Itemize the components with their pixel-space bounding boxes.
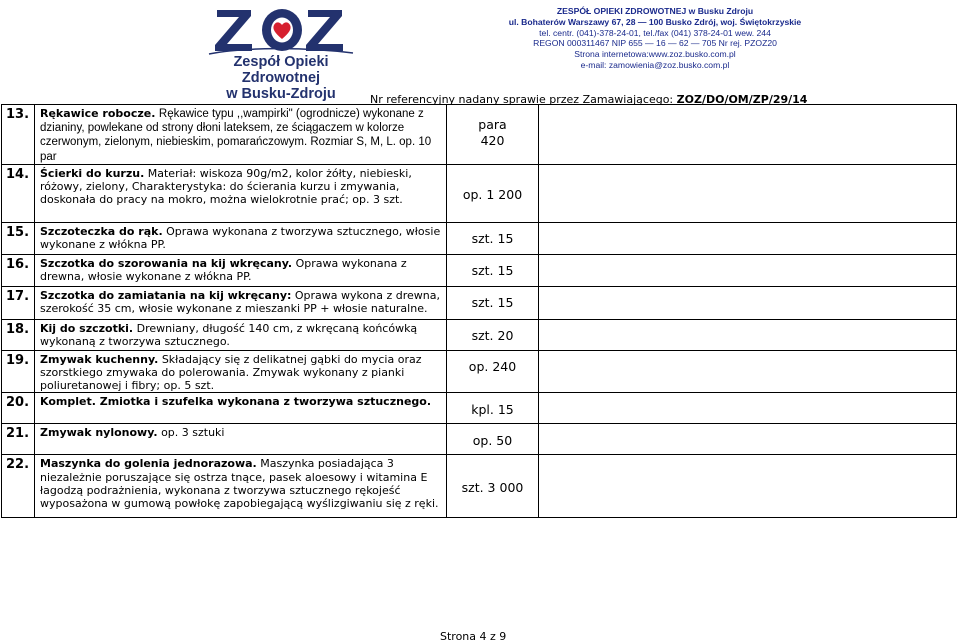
org-name: ZESPÓŁ OPIEKI ZDROWOTNEJ w Busku Zdroju [556, 6, 754, 16]
qty-unit: para [478, 117, 507, 132]
table-row [2, 393, 957, 424]
page-number: Strona 4 z 9 [440, 630, 507, 643]
row-quantity [447, 222, 539, 254]
item-desc: Materiał: wiskoza 90g/m2, kolor żółty, niebieski, różowy, zielony, Charakterystyka: do ścierania kurzu i zmywania, doskonała do pracy na mokro, można wielokrotnie prać; op. 3 szt. [40, 166, 412, 207]
row-number: 14. [2, 164, 35, 222]
qty-value: szt. 15 [471, 294, 514, 310]
table-row [2, 254, 957, 286]
table-row [2, 350, 957, 393]
row-description [35, 105, 447, 165]
qty-value: op. 1 200 [462, 186, 523, 202]
header-info [405, 6, 905, 71]
items-table [1, 104, 957, 518]
row-description [35, 319, 447, 350]
row-number: 13. [2, 105, 35, 165]
logo-name-line1: Zespół Opieki Zdrowotnej [233, 54, 329, 86]
item-name: Rękawice robocze. [40, 107, 156, 120]
item-name: Maszynka do golenia jednorazowa. [40, 457, 257, 471]
item-desc: Składający się z delikatnej gąbki do mycia oraz szorstkiego zmywaka do polerowania. Zmywak wykonany z pianki poliuretanowej i fibry; op. 5 szt. [40, 352, 422, 393]
item-name: Szczoteczka do rąk. [40, 224, 163, 238]
item-name: Zmywak nylonowy. [40, 426, 158, 440]
row-number: 19. [2, 350, 35, 393]
row-quantity [447, 254, 539, 286]
empty-cell [539, 286, 957, 319]
row-number: 17. [2, 286, 35, 319]
item-name: Kij do szczotki. [40, 321, 134, 335]
row-quantity [447, 455, 539, 518]
org-website[interactable]: Strona internetowa:www.zoz.busko.com.pl [574, 49, 736, 60]
row-number: 16. [2, 254, 35, 286]
item-desc: Maszynka posiadająca 3 niezależnie poruszające się ostrza tnące, pasek aloesowy i witamina E łagodzą podrażnienia, wykonana z tworzywa sztucznego rękojeść wyposażona w gumową powłokę zapobiegającą wyślizgiwaniu się z ręki. [40, 457, 439, 511]
item-name: Szczotka do szorowania na kij wkręcany. [40, 256, 293, 270]
table-row [2, 455, 957, 518]
row-number: 18. [2, 319, 35, 350]
qty-value: op. 50 [472, 433, 513, 449]
table-row [2, 222, 957, 254]
logo-name-line2: w Busku-Zdroju [226, 86, 336, 102]
table-row [2, 286, 957, 319]
logo-name [205, 54, 357, 102]
qty-value: szt. 3 000 [461, 480, 524, 496]
item-name: Szczotka do zamiatania na kij wkręcany: [40, 288, 292, 302]
item-name: Ścierki do kurzu. [40, 166, 145, 180]
row-quantity [447, 286, 539, 319]
item-desc: Oprawa wykona z drewna, szerokość 35 cm, włosie wykonane z mieszanki PP + włosie naturalne. [40, 288, 440, 316]
row-number: 22. [2, 455, 35, 518]
qty-value: szt. 20 [471, 327, 514, 343]
row-description [35, 393, 447, 424]
item-desc: Rękawice typu ,,wampirki" (ogrodnicze) wykonane z dzianiny, powlekane od strony dłoni lateksem, ze ściągaczem w kolorze czerwonym, zielonym, niebieskim, pomarańczowym. Rozmiar S, M, L. op. 10 par [40, 108, 432, 163]
empty-cell [539, 164, 957, 222]
zoz-logo [205, 4, 357, 102]
org-email[interactable]: e-mail: zamowienia@zoz.busko.com.pl [580, 59, 730, 70]
table-row [2, 105, 957, 165]
row-quantity [447, 393, 539, 424]
row-number: 20. [2, 393, 35, 424]
qty-value: 420 [480, 133, 505, 148]
org-address: ul. Bohaterów Warszawy 67, 28 — 100 Busko Zdrój, woj. Świętokrzyskie [508, 16, 802, 27]
reference-prefix: Nr referencyjny nadany sprawie przez Zamawiającego: [370, 93, 674, 106]
empty-cell [539, 254, 957, 286]
zoz-logo-mark [205, 4, 357, 56]
row-description [35, 254, 447, 286]
item-desc: op. 3 sztuki [161, 426, 225, 440]
row-quantity [447, 424, 539, 455]
row-description [35, 350, 447, 393]
empty-cell [539, 105, 957, 165]
table-row [2, 424, 957, 455]
row-quantity [447, 105, 539, 165]
empty-cell [539, 393, 957, 424]
qty-value: op. 240 [468, 358, 517, 374]
row-quantity [447, 164, 539, 222]
row-number: 15. [2, 222, 35, 254]
item-desc: Oprawa wykonana z tworzywa sztucznego, włosie wykonane z włókna PP. [40, 224, 441, 252]
qty-value: szt. 15 [471, 230, 514, 246]
qty-value: szt. 15 [471, 262, 514, 278]
item-name: Komplet. Zmiotka i szufelka wykonana z tworzywa sztucznego. [40, 395, 432, 409]
org-regon: REGON 000311467 NIP 655 — 16 — 62 — 705 Nr rej. PZOZ20 [533, 38, 777, 49]
table-row [2, 319, 957, 350]
empty-cell [539, 455, 957, 518]
row-description [35, 424, 447, 455]
item-desc: Oprawa wykonana z drewna, włosie wykonane z włókna PP. [40, 256, 407, 284]
item-desc: Drewniany, długość 140 cm, z wkręcaną końcówką wykonaną z tworzywa sztucznego. [40, 321, 418, 349]
reference-code: ZOZ/DO/OM/ZP/29/14 [676, 93, 808, 106]
item-name: Zmywak kuchenny. [40, 352, 159, 366]
qty-value: kpl. 15 [471, 402, 514, 418]
row-description [35, 286, 447, 319]
row-description [35, 164, 447, 222]
row-quantity [447, 350, 539, 393]
row-description [35, 222, 447, 254]
empty-cell [539, 222, 957, 254]
table-row [2, 164, 957, 222]
row-quantity [447, 319, 539, 350]
row-number: 21. [2, 424, 35, 455]
empty-cell [539, 319, 957, 350]
row-description [35, 455, 447, 518]
empty-cell [539, 424, 957, 455]
empty-cell [539, 350, 957, 393]
org-phones: tel. centr. (041)-378-24-01, tel./fax (041) 378-24-01 wew. 244 [539, 27, 771, 38]
